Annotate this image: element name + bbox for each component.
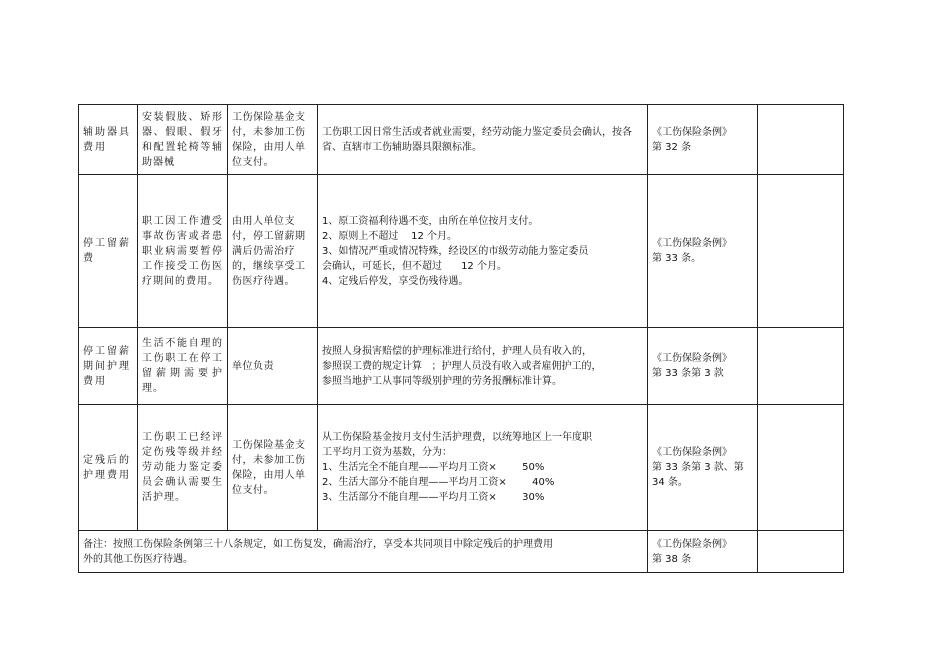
law-line: 《工伤保险条例》 (652, 353, 732, 364)
law-line: 第 38 条 (652, 553, 692, 565)
item-description: 生活不能自理的工伤职工在停工留薪期需要护理。 (138, 328, 228, 405)
payer-info: 工伤保险基金支付，未参加工伤保险，由用人单位支付。 (228, 105, 318, 175)
empty-cell (758, 328, 844, 405)
item-name: 辅助器具费用 (79, 105, 138, 175)
law-reference (648, 405, 758, 531)
law-reference (648, 175, 758, 328)
item-name: 停工留薪期间护理费用 (79, 328, 138, 405)
empty-cell (758, 405, 844, 531)
standard-cell (318, 175, 648, 328)
item-name: 停工留薪费 (79, 175, 138, 328)
standard-line: 参照当地护工从事同等级别护理的劳务报酬标准计算。 (322, 375, 562, 387)
item-name: 定残后的护理费用 (79, 405, 138, 531)
law-line: 《工伤保险条例》 (652, 238, 732, 249)
standard-line: 3、如情况严重或情况特殊，经设区的市级劳动能力鉴定委员 (322, 245, 589, 257)
note-line: 备注：按照工伤保险条例第三十八条规定，如工伤复发，确需治疗，享受本共同项目中除定残后的护理费用 (83, 538, 553, 550)
standard-line: 3、生活部分不能自理——平均月工资× 30% (322, 492, 545, 503)
standard-line: 1、生活完全不能自理——平均月工资× 50% (322, 462, 545, 473)
compensation-table (78, 104, 844, 573)
standard-cell (318, 328, 648, 405)
law-line: 第 33 条。 (652, 253, 702, 264)
note-cell (79, 531, 648, 573)
standard-line: 2、原则上不超过 12 个月。 (322, 230, 457, 242)
empty-cell (758, 105, 844, 175)
standard-line: 工伤职工因日常生活或者就业需要，经劳动能力鉴定委员会确认，按各省、直辖市工伤辅助器具限额标准。 (322, 126, 632, 153)
law-reference (648, 531, 758, 573)
standard-cell (318, 105, 648, 175)
table-row (79, 328, 844, 405)
standard-line: 4、定残后停发，享受伤残待遇。 (322, 275, 469, 287)
standard-line: 1、原工资福利待遇不变，由所在单位按月支付。 (322, 215, 539, 227)
standard-line: 按照人身损害赔偿的护理标准进行给付，护理人员有收入的， (322, 345, 592, 357)
note-line: 外的其他工伤医疗待遇。 (83, 553, 193, 565)
item-description: 职工因工作遭受事故伤害或者患职业病需要暂停工作接受工伤医疗期间的费用。 (138, 175, 228, 328)
standard-line: 会确认，可延长，但不超过 12 个月。 (322, 260, 507, 272)
payer-info: 工伤保险基金支付，未参加工伤保险，由用人单位支付。 (228, 405, 318, 531)
empty-cell (758, 175, 844, 328)
law-line: 《工伤保险条例》 (652, 538, 732, 550)
law-reference (648, 328, 758, 405)
payer-info: 由用人单位支付，停工留薪期满后仍需治疗的，继续享受工伤医疗待遇。 (228, 175, 318, 328)
standard-cell (318, 405, 648, 531)
table-row (79, 105, 844, 175)
table-row (79, 175, 844, 328)
note-row (79, 531, 844, 573)
law-line: 《工伤保险条例》 (652, 126, 732, 138)
law-line: 34 条。 (652, 477, 688, 488)
item-description: 工伤职工已经评定伤残等级并经劳动能力鉴定委员会确认需要生活护理。 (138, 405, 228, 531)
law-line: 第 32 条 (652, 141, 692, 153)
law-reference (648, 105, 758, 175)
standard-line: 从工伤保险基金按月支付生活护理费，以统筹地区上一年度职 (322, 432, 592, 443)
item-description: 安装假肢、矫形器、假眼、假牙和配置轮椅等辅助器械 (138, 105, 228, 175)
law-line: 第 33 条第 3 款、第 (652, 462, 744, 473)
law-line: 《工伤保险条例》 (652, 447, 732, 458)
standard-line: 参照误工费的规定计算 ；护理人员没有收入或者雇佣护工的， (322, 360, 602, 372)
standard-line: 2、生活大部分不能自理——平均月工资× 40% (322, 477, 555, 488)
empty-cell (758, 531, 844, 573)
standard-line: 工平均月工资为基数，分为： (322, 447, 452, 458)
table-row (79, 405, 844, 531)
payer-info: 单位负责 (228, 328, 318, 405)
law-line: 第 33 条第 3 款 (652, 368, 724, 379)
